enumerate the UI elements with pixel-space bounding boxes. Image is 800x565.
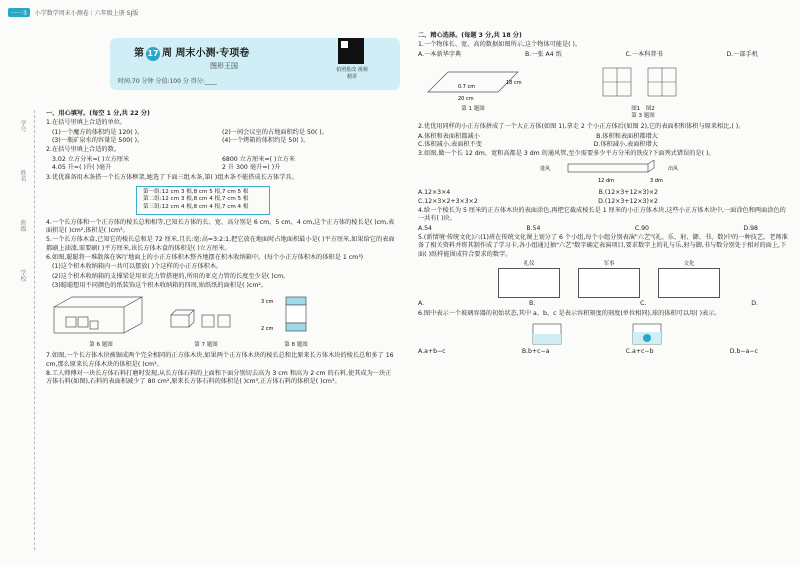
svg-text:进风: 进风 bbox=[540, 165, 551, 172]
q4-option-b[interactable]: B.54 bbox=[526, 224, 541, 232]
qr-code-icon[interactable] bbox=[338, 38, 364, 64]
question-1-5[interactable]: 5.一个长方体木盒,已知它的棱长总和是 72 厘米,且长:宽:高=3:2:1,把它放在地面时占地面积最小是( )平方厘米,如果给它的表面都刷上油漆,需要刷( )平方厘米,该长方体木盒的体积是( )立方厘米。 bbox=[46, 236, 395, 252]
question-2-3: 3.如图,做一个长 12 dm、宽和高都是 3 dm 的通风管,至少需要多少平方分米的铁皮?下面列式错误的是( )。 bbox=[418, 150, 715, 158]
section-2-title: 二、精心选择。(每题 3 分,共 18 分) bbox=[418, 32, 522, 39]
q2-option-b[interactable]: B.体积和表面积都增大 bbox=[596, 132, 658, 140]
qr-label: 拍照批改 视频精讲 bbox=[336, 67, 368, 80]
q3-option-c[interactable]: C.12×3×2+3×3×2 bbox=[418, 197, 478, 205]
q2-part-d[interactable]: 2 升 300 毫升=( )升 bbox=[222, 164, 281, 172]
question-1-8[interactable]: 8.工人师傅对一块长方体石料打磨时发现,从长方体石料的上面和下面分别切去高为 3 cm 和高为 2 cm 的石料,使其成为一块正方体石料(如图),石料的表面积减少了 80 cm²,原来长方体石料的体积是( )cm³,正方体石料的体积是( )cm³。 bbox=[46, 369, 392, 386]
q4-option-a[interactable]: A.54 bbox=[418, 224, 432, 232]
q1-part-d[interactable]: (4)一个烤箱的体积约是 50( )。 bbox=[222, 137, 310, 145]
svg-text:18 cm: 18 cm bbox=[506, 80, 522, 87]
q6-option-a[interactable]: A.a+b−c bbox=[418, 348, 446, 356]
series-title: 小学数学周末小测卷｜六年级上册 SJ版 bbox=[34, 10, 139, 17]
svg-text:12 dm: 12 dm bbox=[598, 177, 614, 184]
card-etiquette: 礼仪 bbox=[498, 261, 560, 298]
left-column bbox=[46, 108, 396, 388]
q1-option-a[interactable]: A.一本新华字典 bbox=[418, 50, 462, 58]
section-1-title: 一、用心填写。(每空 1 分,共 22 分) bbox=[46, 110, 150, 117]
cut-line bbox=[34, 110, 35, 550]
label-3cm: 3 cm bbox=[261, 299, 274, 306]
container-b-diagram bbox=[628, 320, 668, 346]
cube-stack-diagram bbox=[598, 62, 688, 102]
duct-figure bbox=[538, 160, 790, 189]
label-class: 班级 bbox=[19, 219, 26, 232]
question-1-1: 1.在括号里填上合适的单位。 bbox=[46, 119, 127, 127]
q3-option-b[interactable]: B.(12×3+12×3)×2 bbox=[598, 189, 658, 197]
q2-part-b[interactable]: 6800 立方厘米=( )立方米 bbox=[222, 155, 296, 163]
q2-option-a[interactable]: A.体积和表面积都减小 bbox=[418, 132, 480, 140]
svg-text:0.7 cm: 0.7 cm bbox=[458, 84, 476, 91]
q6-part-3[interactable]: (3)聪聪想用不同颜色的纸装饰这个积木收纳箱的四周,贴纸纸的面积是( )cm²。 bbox=[52, 282, 268, 290]
q2-options-2 bbox=[418, 141, 658, 149]
q1-option-d[interactable]: D.一部手机 bbox=[726, 50, 758, 58]
q1-q3-figures bbox=[418, 62, 790, 120]
group-1: 第一组:12 cm 3 根,8 cm 5 根,7 cm 5 根 bbox=[143, 188, 249, 195]
figure-8-caption: 第 8 题图 bbox=[284, 341, 308, 348]
label-school: 学校 bbox=[19, 269, 26, 282]
q1-part-c[interactable]: (3)一瓶矿泉水的容量是 500( )。 bbox=[52, 137, 144, 145]
q6-part-2[interactable]: (2)这个积木收纳箱的支撑梁是用亚克力管搭建的,所用的亚克力管的长度至少是( )cm。 bbox=[52, 272, 290, 280]
container-a-diagram bbox=[528, 320, 568, 346]
q1-option-b[interactable]: B.一张 A4 纸 bbox=[524, 50, 562, 58]
student-info-sidebar bbox=[18, 120, 27, 282]
q1-part-b[interactable]: (2)一间会议室的占地面积约是 50( )。 bbox=[222, 128, 328, 136]
question-2-2: 2.优优用同样的小正方体拼成了一个大正方体(如图 1),拿走 2 个小正方体后(如图 2),它的表面积和体积与原来相比,( )。 bbox=[418, 123, 745, 131]
figure-7-caption: 第 7 题图 bbox=[194, 341, 218, 348]
q4-option-c[interactable]: C.90 bbox=[634, 224, 649, 232]
label-2cm: 2 cm bbox=[261, 326, 274, 333]
q2-option-d[interactable]: D.体积减小,表面积增大 bbox=[593, 141, 658, 149]
question-2-6: 6.图中表示一个玻璃容器的初始状态,其中 a、b、c 是表示容积刻度的刻度(单位相同),球的体积可以用( )表示。 bbox=[418, 309, 721, 317]
figure-6 bbox=[46, 293, 156, 349]
figure-8 bbox=[256, 293, 336, 349]
figure-r3-caption: 第 3 题图 bbox=[631, 112, 655, 119]
question-1-3[interactable]: 3.优优准备用木条搭一个长方体框架,她选了下面三组木条,第( )组木条不能搭成长方体学具。 bbox=[46, 173, 298, 181]
figure-r3: 图1 图2 第 3 题图 bbox=[598, 62, 688, 120]
air-duct-diagram bbox=[538, 160, 698, 186]
q6-part-1[interactable]: (1)这个积木收纳箱内一共可以摆放( )个这样的小正方体积木。 bbox=[52, 263, 223, 271]
q3-option-d[interactable]: D.(12×3+12×3)×2 bbox=[598, 197, 658, 205]
q3-options-2 bbox=[418, 198, 658, 206]
q6-option-d[interactable]: D.b−a−c bbox=[729, 348, 758, 356]
q1-option-c[interactable]: C.一本科普书 bbox=[625, 50, 663, 58]
q5-option-c[interactable]: C. bbox=[640, 300, 647, 308]
figure-r1-caption: 第 1 题图 bbox=[461, 105, 485, 112]
storage-box-diagram bbox=[46, 293, 156, 338]
question-1-2: 2.在括号里填上合适的数。 bbox=[46, 146, 120, 154]
brand-logo: 一一3 bbox=[8, 8, 30, 17]
stone-block-diagram bbox=[256, 293, 336, 338]
stick-groups-box bbox=[136, 186, 270, 215]
question-2-5: 5.(新情境·传统文化)六(1)班在传统文化课上划分了 6 个小组,每个小组分别表演"六艺"(礼、乐、射、御、书、数)中的一种技艺。老师准备了相关资料并将其制作成了学习卡,各小组通过抽"六艺"数字确定表演项目,要求数字上的礼与乐,射与御,书与数分别处于相对的面上,下面( )纸样能围成符合要求的数字。 bbox=[418, 233, 788, 258]
q2-option-c[interactable]: C.体积减小,表面积不变 bbox=[418, 141, 482, 149]
question-2-1: 1.一个物体长、宽、高的数据如图所示,这个物体可能是( )。 bbox=[418, 41, 582, 49]
card-military: 军事 bbox=[578, 261, 640, 298]
page-subtitle: 图形王国 bbox=[210, 62, 238, 70]
q6-option-b[interactable]: B.b+c−a bbox=[521, 348, 550, 356]
q4-option-d[interactable]: D.98 bbox=[743, 224, 758, 232]
q6-options bbox=[418, 348, 758, 356]
q2-part-c[interactable]: 4.05 升=( )升( )毫升 bbox=[52, 164, 112, 172]
figure-r1 bbox=[418, 62, 528, 120]
q5-option-b[interactable]: B. bbox=[528, 300, 536, 308]
svg-text:20 cm: 20 cm bbox=[458, 96, 474, 103]
q1-part-a[interactable]: (1)一个魔方的体积约是 120( )。 bbox=[52, 128, 144, 136]
container-figures bbox=[528, 320, 790, 346]
group-3: 第三组:12 cm 4 根,8 cm 4 根,7 cm 4 根 bbox=[143, 203, 249, 210]
q3-option-a[interactable]: A.12×3×4 bbox=[418, 189, 451, 197]
question-2-4: 4.给一个棱长为 5 厘米的正方体木块的表面涂色,再把它截成棱长是 1 厘米的小正方体木块,这些小正方体木块中,一面涂色和两面涂色的一共有( )块。 bbox=[418, 206, 786, 223]
q2-part-a[interactable]: 3.02 立方分米=( )立方厘米 bbox=[52, 155, 130, 163]
svg-text:出风: 出风 bbox=[668, 165, 679, 172]
q3-options-1 bbox=[418, 189, 658, 197]
q1-options bbox=[418, 51, 758, 59]
figure-7 bbox=[166, 293, 246, 349]
right-column bbox=[418, 30, 790, 357]
figures-row bbox=[46, 293, 396, 349]
week-number-badge: 17 bbox=[146, 47, 160, 61]
label-xuehao: 学号 bbox=[19, 120, 26, 132]
question-1-7[interactable]: 7.如图,一个长方体木块被锯成两个完全相同的正方体木块,如果两个正方体木块的棱长总和比原来长方体木块的棱长总和多了 16 cm,那么原来长方体木块的体积是( )cm³。 bbox=[46, 352, 394, 368]
q5-option-a[interactable]: A. bbox=[418, 300, 425, 308]
label-name: 姓名 bbox=[19, 169, 26, 182]
q2-options-1 bbox=[418, 133, 658, 141]
q4-options bbox=[418, 225, 758, 233]
svg-text:3 dm: 3 dm bbox=[650, 177, 663, 184]
question-1-4[interactable]: 4.一个长方体和一个正方体的棱长总和相等,已知长方体的长、宽、高分别是 6 cm、5 cm、4 cm,这个正方体的棱长是( )cm,表面积是( )cm²,体积是( )cm³。 bbox=[46, 218, 395, 234]
cuboid-cut-diagram bbox=[166, 293, 246, 338]
exam-info: 时间:70 分钟 分值:100 分 得分:____ bbox=[118, 78, 217, 85]
page-title: 第 17 周 周末小测·专项卷 bbox=[134, 48, 250, 59]
top-bar bbox=[8, 8, 138, 17]
six-arts-cards bbox=[498, 261, 790, 298]
q5-options bbox=[418, 300, 758, 308]
q5-option-d[interactable]: D. bbox=[751, 300, 758, 308]
book-dimension-diagram bbox=[418, 62, 528, 102]
group-2: 第二组:12 cm 3 根,8 cm 4 根,7 cm 5 根 bbox=[143, 196, 249, 203]
question-1-6: 6.如图,聪聪将一堆散落在客厅地面上的小正方体积木整齐地摆在积木收纳箱中。(每个小正方体积木的体积是 1 cm³) bbox=[46, 253, 364, 261]
figure-6-caption: 第 6 题图 bbox=[89, 341, 113, 348]
card-culture: 文化 bbox=[658, 261, 720, 298]
q6-option-c[interactable]: C.a+c−b bbox=[625, 348, 654, 356]
